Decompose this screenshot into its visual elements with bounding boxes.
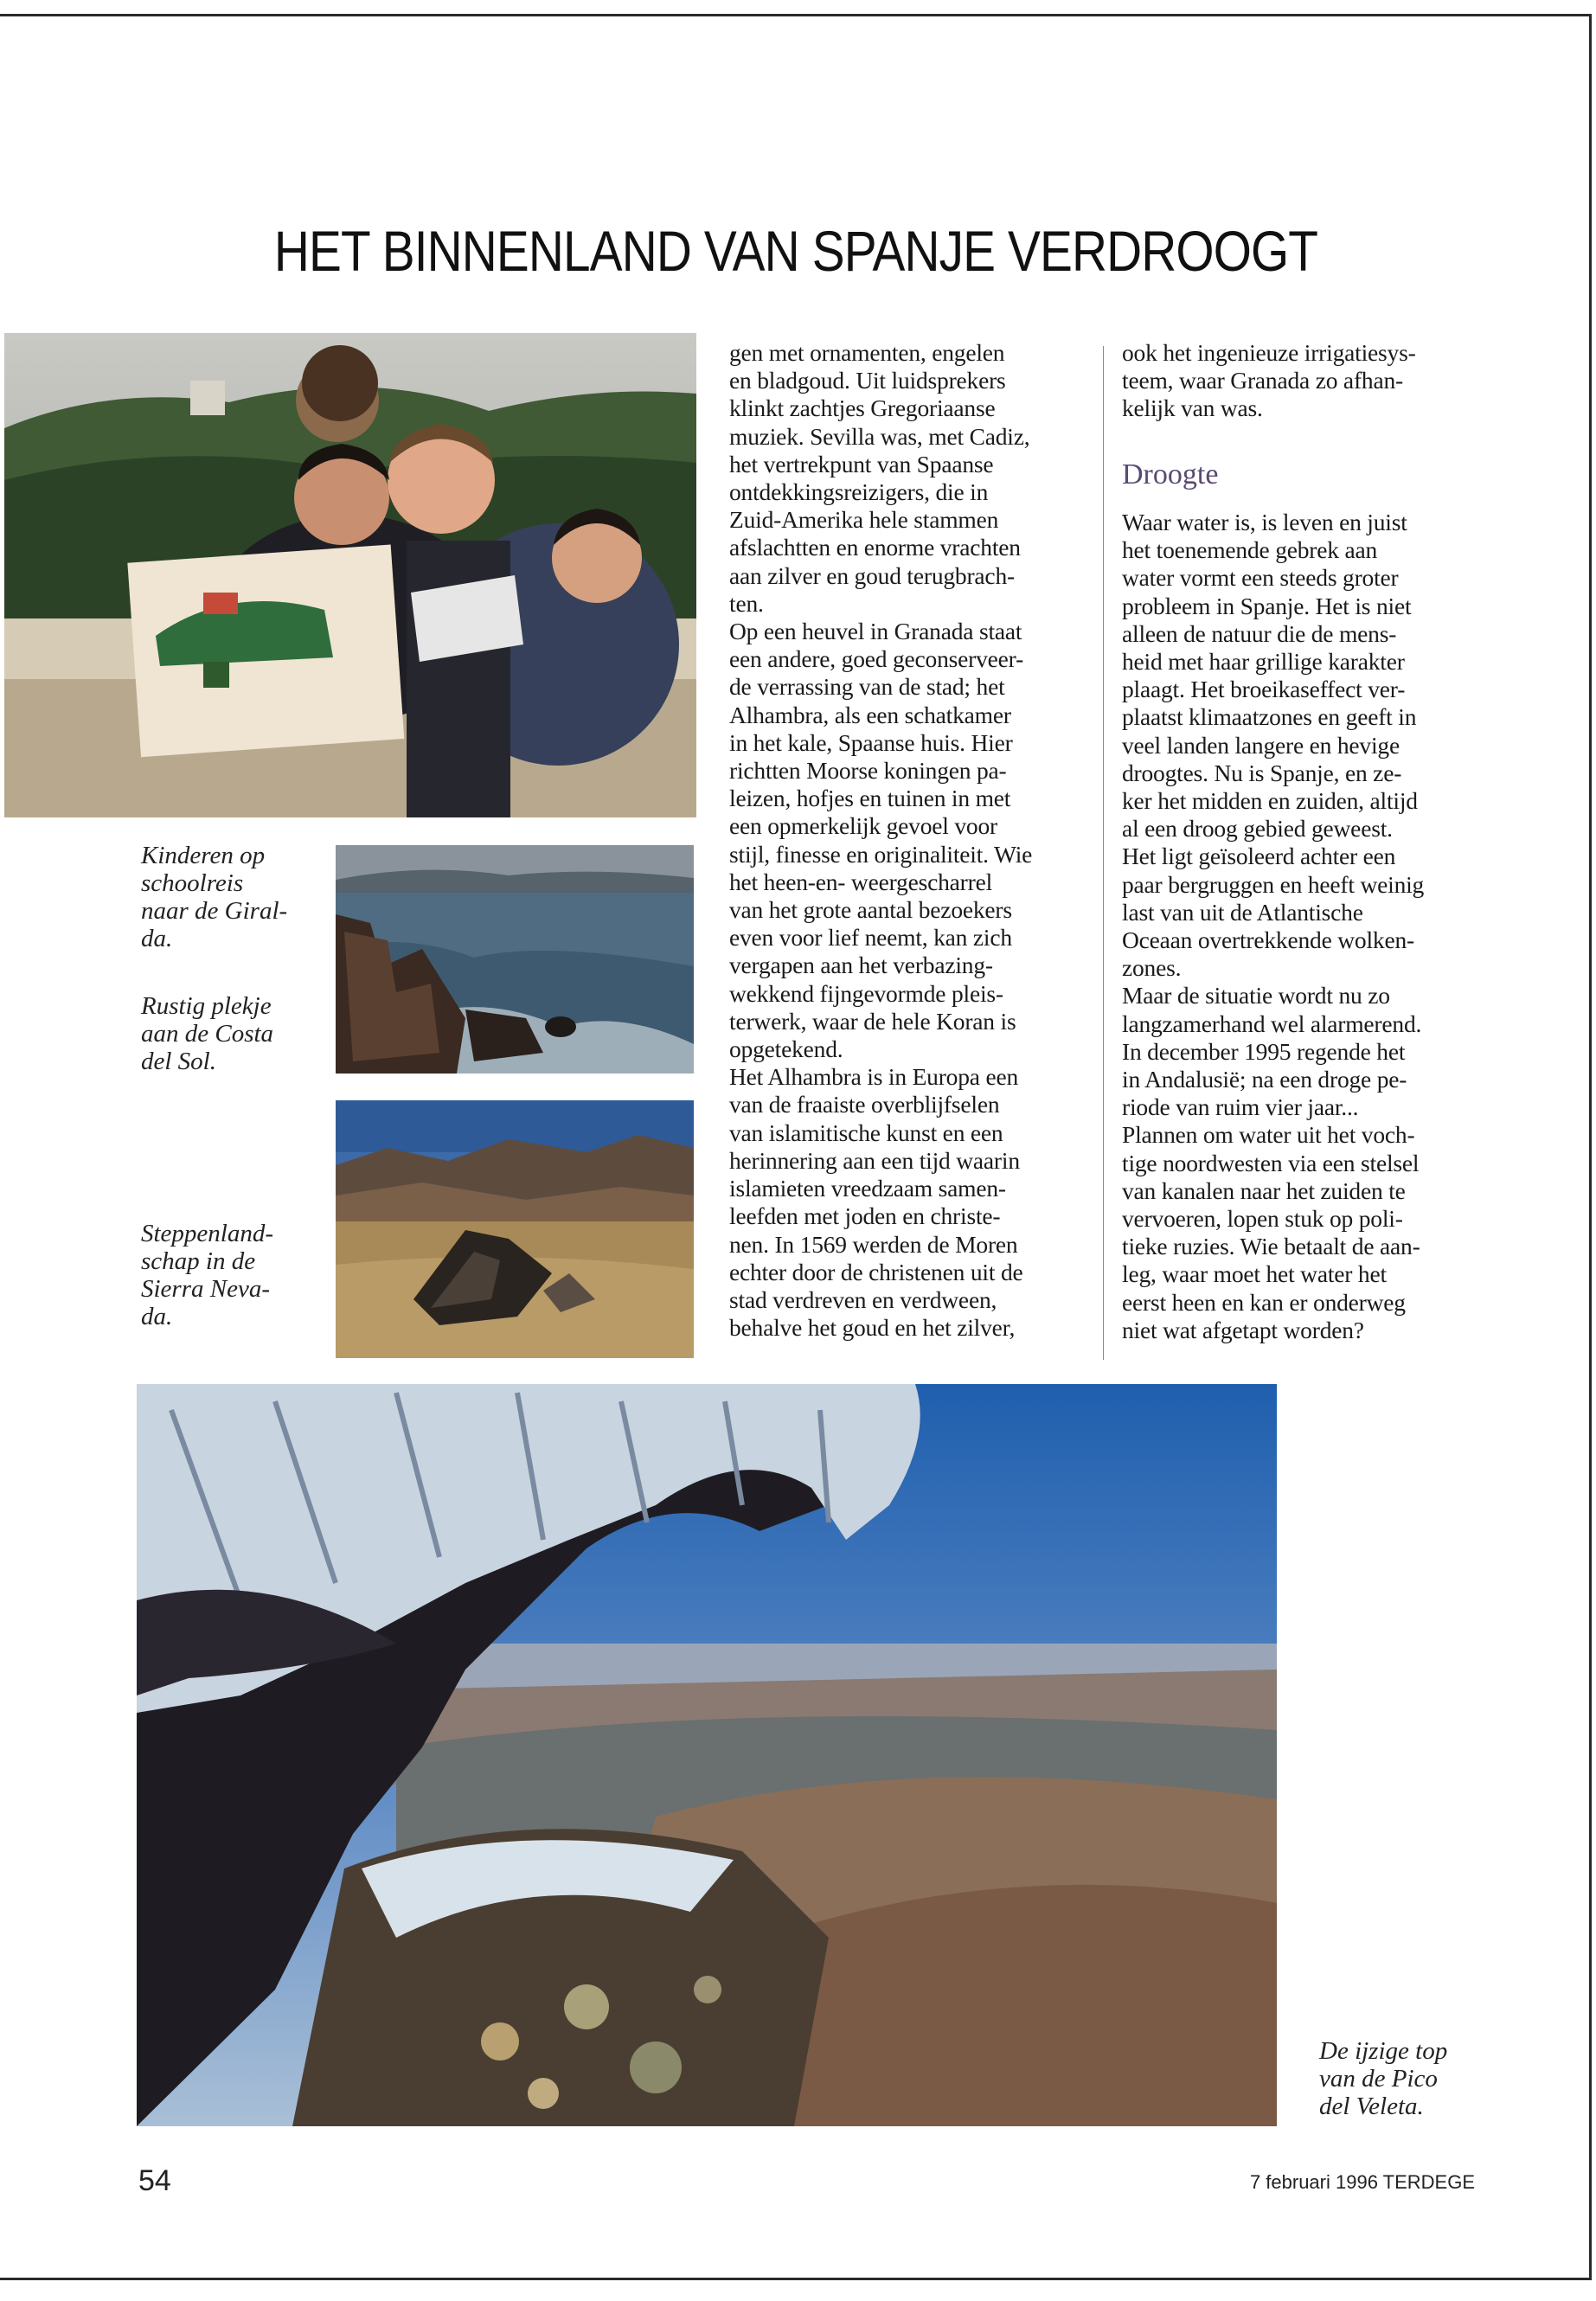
photo-peak [137,1384,1277,2126]
caption-coast: Rustig plekje aan de Costa del Sol. [141,992,274,1075]
section-subheading: Droogte [1122,458,1219,490]
photo-steppe [336,1100,694,1358]
article-column-2-body: Waar water is, is leven en juist het toenemende gebrek aan water vormt een steeds groter probleem in Spanje. Het is niet alleen de natuur die de mens- heid met haar grillige karakter plaagt. Het broeikaseffect ver- plaatst klimaatzones en geeft in veel landen langere en hevige droogtes. Nu is Spanje, en ze- ker het midden en zuiden, altijd al een droog gebied geweest. Het ligt geïsoleerd achter een paar bergruggen en heeft weinig last van uit de Atlantische Oceaan overtrekkende wolken- zones. Maar de situatie wordt nu zo langzamerhand wel alarmerend. In december 1995 regende het in Andalusië; na een droge pe- riode van ruim vier jaar... Plannen om water uit het voch- tige noordwesten via een stelsel van kanalen naar het zuiden te vervoeren, lopen stuk op poli- tieke ruzies. Wie betaalt de aan- leg, waar moet het water het eerst heen en kan er onderweg niet wat afgetapt worden? [1122,509,1425,1343]
page-number: 54 [138,2164,171,2197]
caption-children: Kinderen op schoolreis naar de Giral- da. [141,842,288,952]
photo-children [4,333,696,817]
caption-steppe: Steppenland- schap in de Sierra Neva- da. [141,1220,274,1330]
photo-coast [336,845,694,1074]
caption-peak: De ijzige top van de Pico del Veleta. [1319,2037,1448,2120]
issue-line: 7 februari 1996 TERDEGE [1249,2171,1475,2193]
column-divider [1103,346,1104,1360]
article-headline: HET BINNENLAND VAN SPANJE VERDROOGT [273,219,1318,283]
article-column-1: gen met ornamenten, engelen en bladgoud. Uit luidsprekers klinkt zachtjes Gregoriaanse muziek. Sevilla was, met Cadiz, het vertrekpunt van Spaanse ontdekkingsreizigers, die in Zuid-Amerika hele stammen afslachtten en enorme vrachten aan zilver en goud terugbrach- ten. Op een heuvel in Granada staat een andere, goed geconserveer- de verrassing van de stad; het Alhambra, als een schatkamer in het kale, Spaanse huis. Hier richtten Moorse koningen pa- leizen, hofjes en tuinen in met een opmerkelijk gevoel voor stijl, finesse en originaliteit. Wie het heen-en- weergescharrel van het grote aantal bezoekers even voor lief neemt, kan zich vergapen aan het verbazing- wekkend fijngevormde pleis- terwerk, waar de hele Koran is opgetekend. Het Alhambra is in Europa een van de fraaiste overblijfselen van islamitische kunst en een herinnering aan een tijd waarin islamieten vreedzaam samen- leefden met joden en christe- nen. In 1569 werden de Moren echter door de christenen uit de stad verdreven en verdween, behalve het goud en het zilver, [729,339,1033,1342]
article-column-2-top: ook het ingenieuze irrigatiesys- teem, waar Granada zo afhan- kelijk van was. [1122,339,1416,422]
